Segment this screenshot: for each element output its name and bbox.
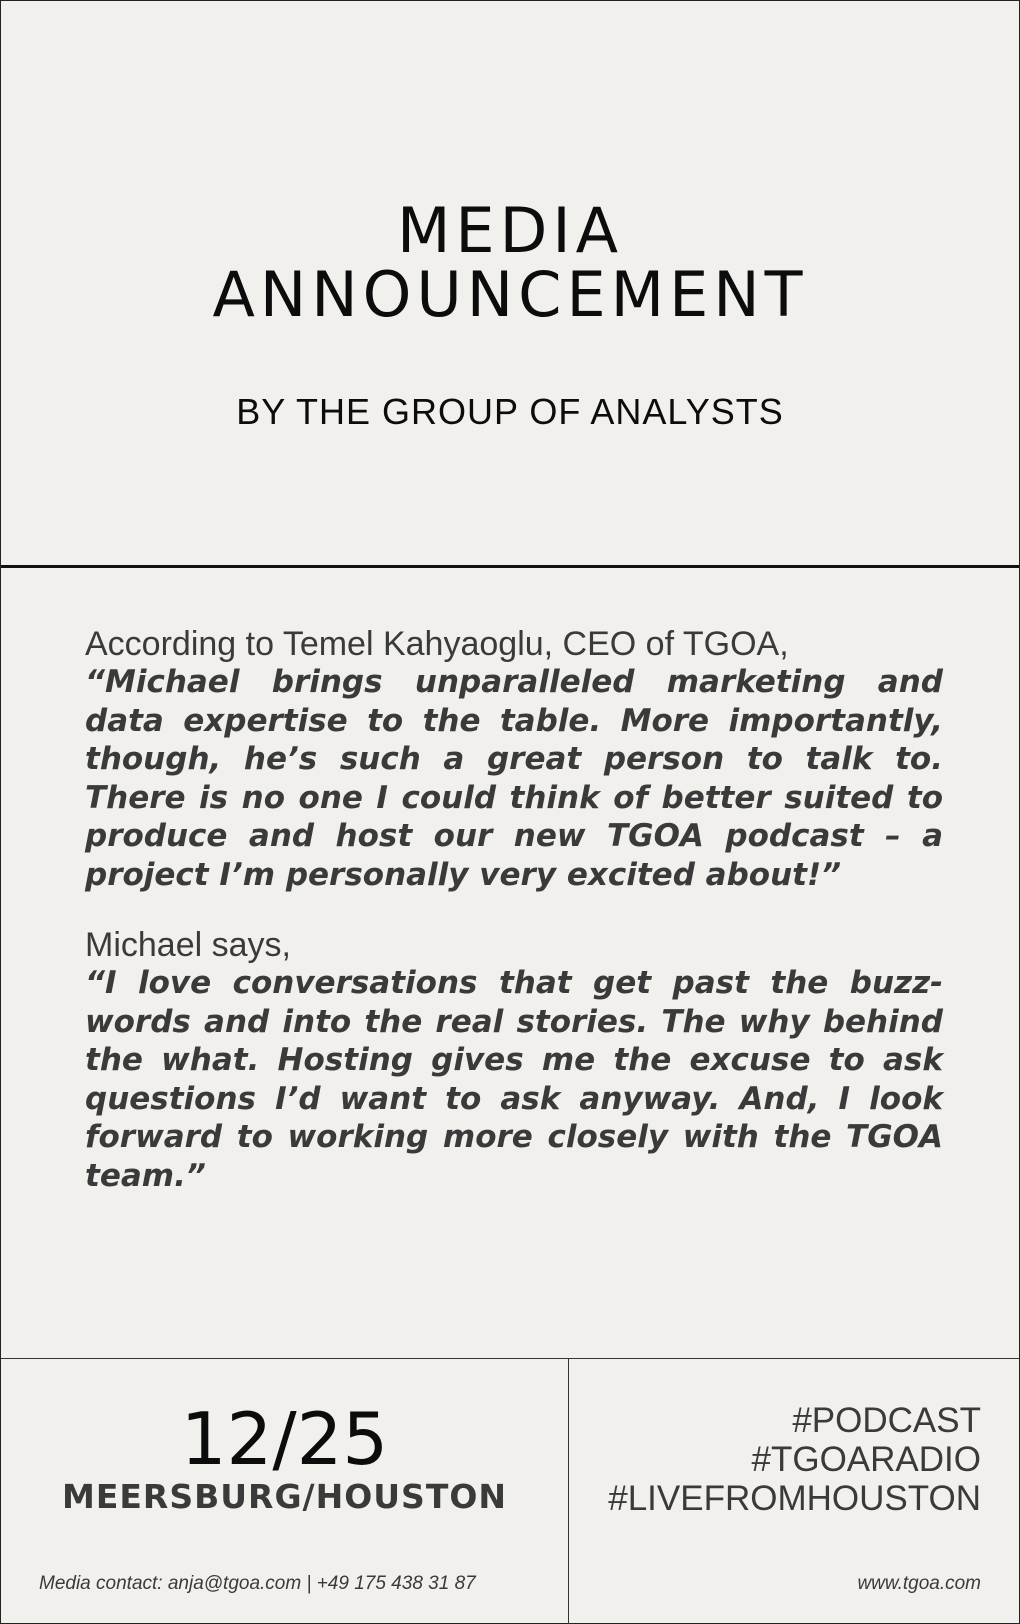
michael-quote: “I love conversations that get past the buzzwords and into the real stories. The why behind the what. Hosting gives me the excuse to ask questions I’d want to ask anyway. And, I look forward to working more closely with the TGOA team.” xyxy=(85,965,943,1194)
hashtags xyxy=(561,1401,981,1518)
website-link[interactable]: www.tgoa.com xyxy=(857,1573,981,1594)
michael-intro: Michael says, xyxy=(85,926,291,964)
title-line-1: MEDIA xyxy=(396,194,624,267)
hashtag-podcast[interactable]: #PODCAST xyxy=(792,1401,981,1440)
header-section xyxy=(1,1,1019,568)
hashtag-tgoaradio[interactable]: #TGOARADIO xyxy=(751,1440,981,1479)
hashtag-livefromhouston[interactable]: #LIVEFROMHOUSTON xyxy=(608,1479,981,1518)
cities: MEERSBURG/HOUSTON xyxy=(61,1477,508,1516)
body-section xyxy=(85,625,943,1195)
title-line-2: ANNOUNCEMENT xyxy=(212,258,808,331)
date: 12/25 xyxy=(180,1397,389,1481)
subtitle: BY THE GROUP OF ANALYSTS xyxy=(236,391,784,432)
footer-section xyxy=(1,1358,1019,1623)
ceo-quote: “Michael brings unparalleled marketing and data expertise to the table. More importantly, though, he’s such a great person to talk to. There is no one I could think of better suited to produce and host our new TGOA podcast – a project I’m personally very excited about!” xyxy=(85,664,943,893)
ceo-intro: According to Temel Kahyaoglu, CEO of TGOA, xyxy=(85,625,789,663)
media-contact: Media contact: anja@tgoa.com | +49 175 438 31 87 xyxy=(39,1573,476,1594)
